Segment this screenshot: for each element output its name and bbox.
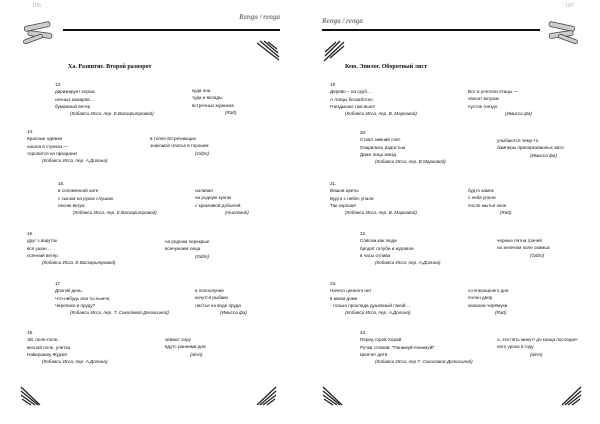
scroll-icon — [545, 20, 581, 46]
poem-attribution: (Кобаяси Исса, пер Т. Соколовой-Делюсиной) — [375, 359, 473, 365]
section-heading: Ха. Развитие. Второй разворот — [68, 64, 152, 70]
poem-line: в соломенной хате — [58, 188, 99, 194]
page-number: 107 — [565, 3, 574, 9]
poem-number: 19 — [330, 82, 336, 87]
poem-line: - только прохлада душевный покой… — [330, 302, 411, 308]
reply-line: качутся рыбаки — [195, 295, 228, 301]
brush-icon — [20, 385, 42, 407]
reply-line: будто замок — [468, 188, 494, 193]
reply-line: в полнолуние — [195, 288, 224, 293]
reply-author: (Имисса фа) — [220, 309, 247, 315]
reply-line: встречных мужиков — [192, 102, 234, 108]
reply-line: куда она — [192, 88, 211, 93]
reply-line: в толпе встречающих — [150, 136, 197, 141]
poem-attribution: (Кобаяси Исса, пер. Е.Васкаритровой) — [73, 210, 157, 216]
poem-attribution: (Кобаяси Исса, пер. В. Марковой) — [345, 111, 417, 117]
reply-author: (aiiчn) — [190, 351, 203, 357]
poem-number: 16. — [27, 231, 34, 236]
reply-line: Вот и улетели птицы — — [468, 89, 518, 94]
reply-line: с неба упали — [468, 195, 496, 201]
reply-line: пустое гнездо — [468, 103, 498, 109]
poem-attribution: (Кобаяси Исса, пер. А.Долина) — [345, 310, 411, 316]
reply-line: свесит ветром — [468, 96, 499, 102]
brush-icon — [255, 385, 277, 407]
reply-line: зевают хору — [165, 337, 191, 342]
header-rule — [322, 29, 540, 31]
poem-line: Стаял зимний снег. — [360, 137, 401, 143]
poem-line: Шепчет дитя. — [360, 351, 389, 357]
poem-number: 22. — [360, 231, 367, 236]
poem-line: торопится на праздник! — [27, 150, 77, 156]
reply-author: (Ra0) — [495, 309, 507, 315]
poem-attribution: (Кобаяси Исса, пер. Т. Соколовой-Делюсиной) — [70, 310, 169, 316]
poem-line: песню ветра — [58, 202, 85, 208]
scroll-icon — [20, 20, 56, 46]
poem-line: Будто с небес упали — [330, 195, 374, 201]
poem-line: Озарились радостью — [360, 144, 406, 150]
poem-line: Совсем как люди — [360, 238, 397, 244]
poem-line: Ничего ценного нет — [330, 288, 372, 294]
poem-line: в моем доме — [330, 295, 358, 301]
poem-line: Дерево – на сруб… — [330, 89, 372, 95]
reply-line: о, эти пять минут! до конца последне- — [497, 337, 579, 342]
reply-line: знакомое платье в горошек — [150, 143, 209, 149]
poem-number: 14. — [27, 129, 34, 134]
reply-line: на родном перекрые — [165, 239, 210, 244]
reply-line: бамперы припаркованных авто — [497, 145, 564, 151]
reply-line: запахом черёмухи — [468, 302, 508, 308]
brush-icon — [322, 385, 344, 407]
brush-icon — [560, 385, 582, 407]
running-head: Renga / renga — [239, 13, 280, 21]
poem-attribution: (Кобаяси Исса, пер. Е.Васкаритровой) — [70, 111, 154, 117]
poem-line: Вишни цветы — [330, 188, 359, 194]
poem-line: Что-нибудь ела ты нынче, — [55, 295, 111, 301]
poem-number: 24. — [360, 330, 367, 335]
poem-number: 20. — [360, 130, 367, 135]
reply-author: (Gitbn) — [195, 150, 210, 156]
reply-line: на родную кухню — [195, 195, 232, 201]
poem-line: Гнездышко там вьют! — [330, 103, 376, 109]
poem-line: в часы отлива — [360, 252, 391, 258]
poem-attribution: (Кобаяси Исса, пер. В. Марковой) — [345, 210, 417, 216]
poem-line: Черепаха в пруду? — [55, 302, 96, 308]
reply-author: (Ra0) — [225, 109, 237, 115]
poem-line: Долгий день. — [55, 288, 83, 294]
reply-line: туда и вклады — [192, 95, 223, 101]
poem-line: Перед горой Хорай — [360, 337, 402, 343]
page-number: 106 — [32, 3, 41, 9]
poem-number: 18. — [27, 330, 34, 335]
poem-number: 21. — [330, 181, 337, 186]
poem-line: осенний ветер — [27, 252, 58, 258]
poem-line: Так хороши! — [330, 202, 356, 208]
section-heading: Кею. Эпилог. Оборотный лист — [345, 64, 428, 70]
reply-line: черные пятна грачей — [497, 238, 542, 243]
poem-line: с сыном на руках слушаю — [58, 195, 114, 201]
poem-attribution: (Кобаяси Исса, пер. А.Долина) — [42, 158, 108, 164]
poem-number: 17. — [55, 281, 62, 286]
reply-author: (Имисса фа) — [530, 152, 557, 158]
reply-line: всенужаем лица — [165, 246, 201, 252]
poem-line: бумажный ветер — [55, 103, 91, 109]
reply-author: (Gitbn) — [195, 253, 210, 259]
brush-icon — [322, 40, 346, 62]
poem-number: 13. — [55, 82, 62, 87]
poem-line: весной поле, улитка, — [27, 344, 72, 350]
poem-line: Ручки сложив: "Понимуй-понимуй!" — [360, 344, 436, 350]
right-page — [300, 0, 600, 424]
poem-line: Эй, поле-поле, — [27, 337, 59, 343]
poem-line: вся ушан… — [27, 245, 52, 251]
poem-line: Навершину Фудзи! — [27, 351, 67, 357]
poem-attribution: (Кобаяси Исса, Е.Васкаритровой) — [42, 260, 116, 266]
poem-line: нашла в стрекоз — — [27, 143, 69, 149]
reply-line: после мытья окон — [468, 202, 507, 208]
poem-line: друг з варуток — [27, 238, 58, 244]
poem-number: 23. — [330, 281, 337, 286]
poem-line: дирижирует хором — [55, 89, 95, 95]
reply-line: полон двор — [468, 295, 493, 301]
brush-icon — [255, 40, 281, 62]
reply-author: (тиотмиk) — [225, 209, 249, 215]
reply-line: с крикливой добычей — [195, 202, 241, 208]
reply-author: (aiiчn) — [530, 351, 543, 357]
poem-attribution: (Кобаяси Исса, пер. В Марковой) — [375, 159, 446, 165]
header-rule — [63, 29, 280, 31]
reply-line: на зеленом поле озимых — [497, 245, 550, 251]
reply-line: листья на воде пруда — [195, 302, 241, 308]
poem-line: бродят голуби и журавли — [360, 245, 414, 251]
reply-author: (Ra0) — [500, 209, 512, 215]
reply-line: улыбаются чему-то — [497, 138, 539, 143]
reply-line: вдутс ранними дни — [165, 344, 206, 350]
poem-attribution: (Кобаяси Исса, пер. А.Долина) — [375, 260, 441, 266]
poem-number: 15. — [58, 181, 65, 186]
poem-line: Даже лица звезд. — [360, 151, 398, 157]
reply-line: наливая — [195, 188, 213, 193]
poem-line: ночных комаров… — [55, 96, 95, 102]
reply-line: него урока в году — [497, 344, 534, 350]
poem-attribution: (Кобаяси Исса, пер. А.Долина) — [42, 359, 108, 365]
running-head: Renga / renga — [322, 17, 363, 25]
reply-author: (Gitbn) — [530, 252, 545, 258]
poem-line: Красные одежки — [27, 136, 63, 142]
reply-author: (Имисса фа) — [505, 110, 532, 116]
poem-line: А птицы беззаботно — [330, 96, 373, 102]
reply-line: со вчерашнего дня — [468, 288, 509, 293]
